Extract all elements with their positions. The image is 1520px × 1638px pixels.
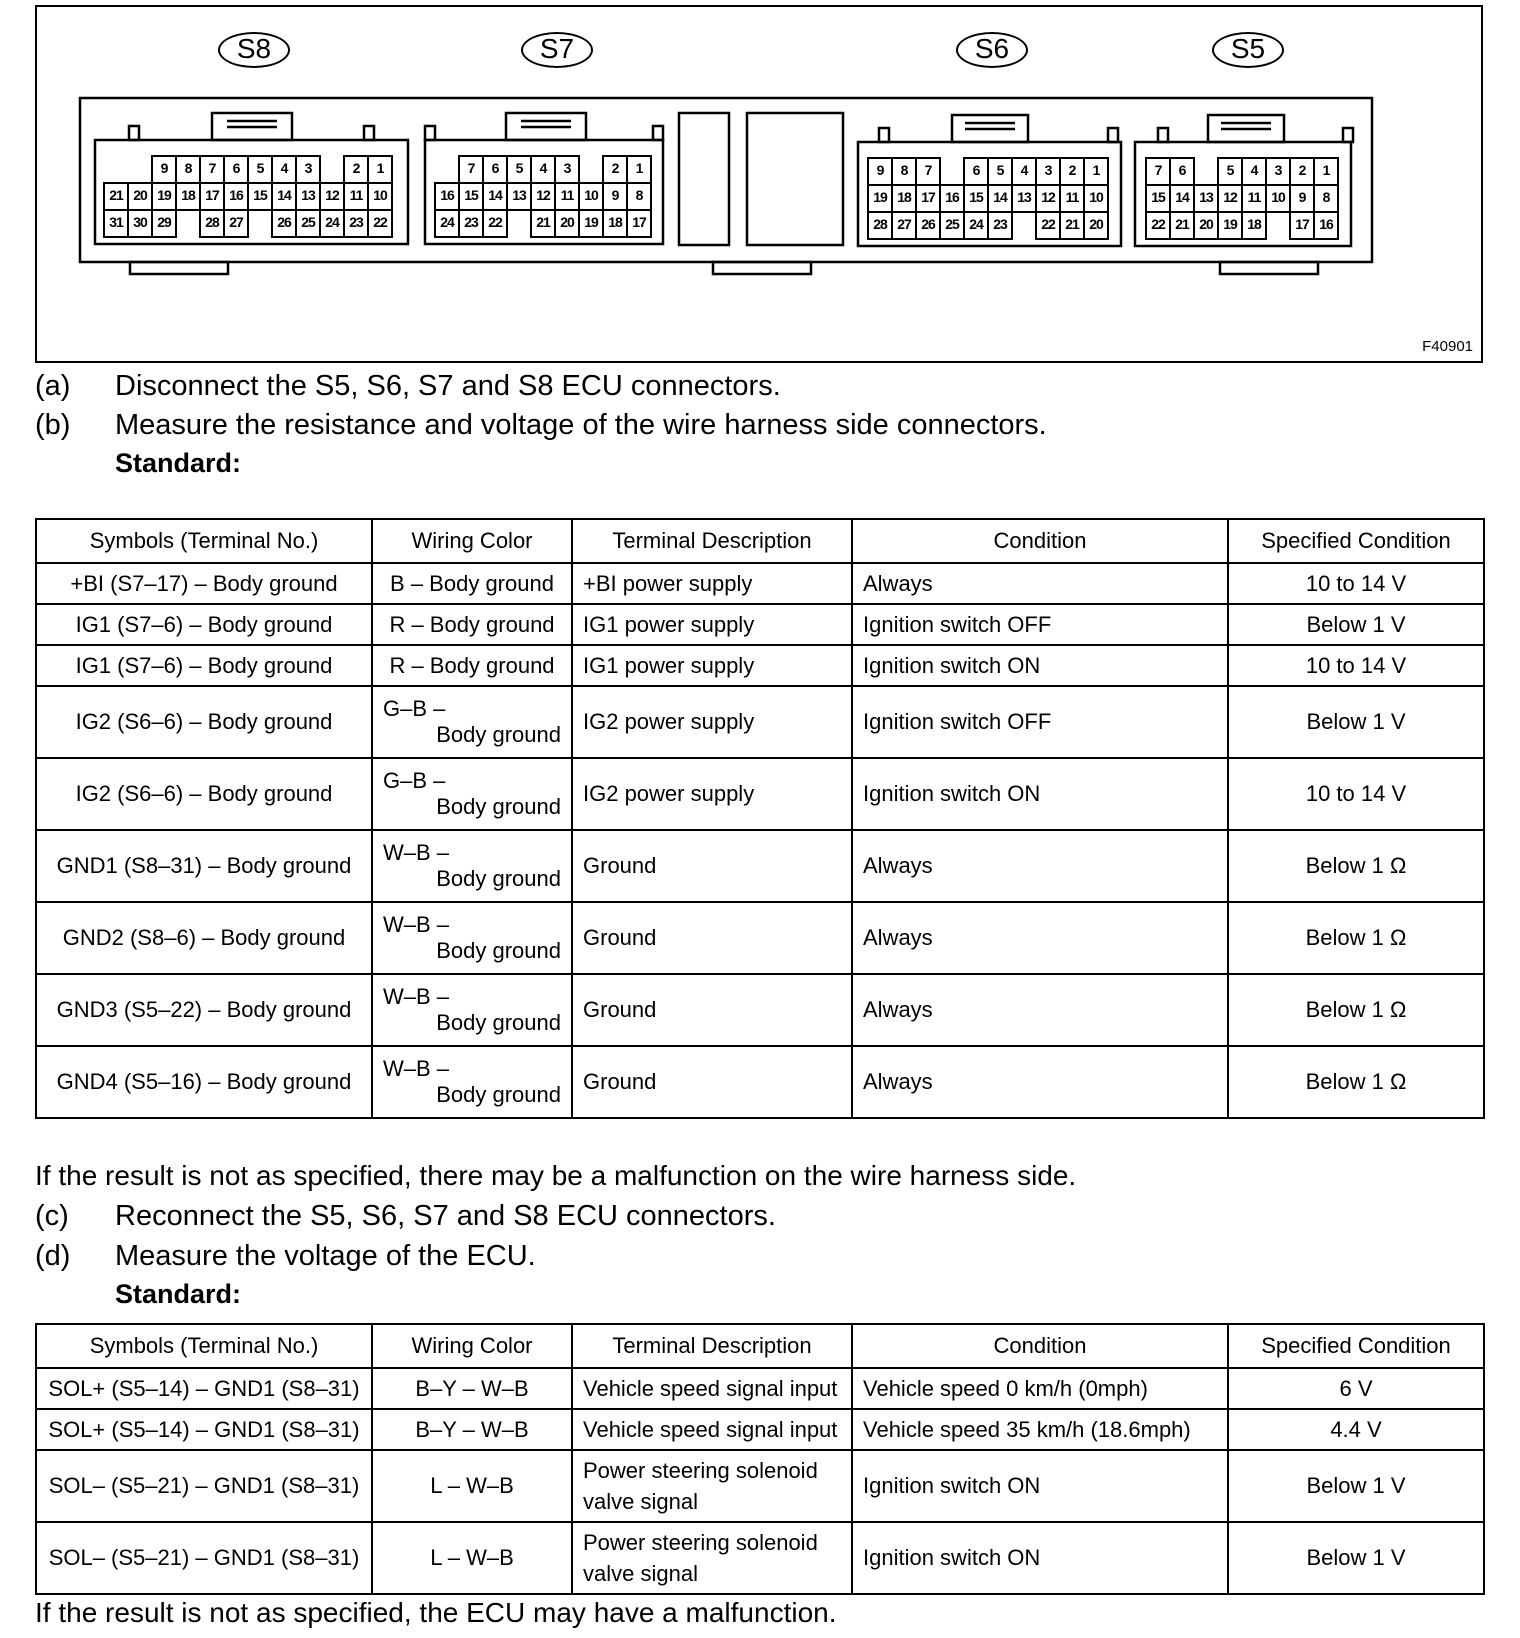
connector-pin: 6 xyxy=(223,155,249,184)
connector-pin: 9 xyxy=(1289,184,1315,213)
terminal-description-cell: Vehicle speed signal input xyxy=(572,1368,852,1409)
step-a-text: Disconnect the S5, S6, S7 and S8 ECU connectors. xyxy=(115,370,781,402)
header-specified-condition: Specified Condition xyxy=(1228,519,1484,563)
connector-pin: 24 xyxy=(963,211,989,240)
step-d xyxy=(35,1239,536,1273)
connector-pin: 16 xyxy=(434,182,460,211)
wiring-color-cell xyxy=(372,830,572,902)
symbol-cell: GND1 (S8–31) – Body ground xyxy=(36,830,372,902)
wiring-color-cell xyxy=(372,686,572,758)
wiring-color-line: W–B – xyxy=(383,984,450,1009)
table-row xyxy=(36,686,1484,758)
connector-pin: 18 xyxy=(175,182,201,211)
header-wiring-color: Wiring Color xyxy=(372,1324,572,1368)
terminal-description-cell: Vehicle speed signal input xyxy=(572,1409,852,1450)
connector-pin: 17 xyxy=(915,184,941,213)
condition-cell: Always xyxy=(852,902,1228,974)
connector-pin: 6 xyxy=(963,157,989,186)
connector-pin: 13 xyxy=(1011,184,1037,213)
connector-pin: 10 xyxy=(367,182,393,211)
connector-pin: 5 xyxy=(1217,157,1243,186)
connector-pin: 11 xyxy=(554,182,580,211)
connector-pin: 25 xyxy=(939,211,965,240)
connector-pin: 2 xyxy=(602,155,628,184)
connector-pin: 22 xyxy=(1035,211,1061,240)
specified-condition-cell: Below 1 Ω xyxy=(1228,1046,1484,1118)
connector-pin: 16 xyxy=(939,184,965,213)
connector-pin: 23 xyxy=(987,211,1013,240)
table-row xyxy=(36,758,1484,830)
wiring-color-line: W–B – xyxy=(383,840,450,865)
header-terminal-description: Terminal Description xyxy=(572,519,852,563)
connector-pin: 15 xyxy=(458,182,484,211)
symbol-cell: SOL– (S5–21) – GND1 (S8–31) xyxy=(36,1450,372,1522)
wiring-color-cell xyxy=(372,974,572,1046)
specified-condition-cell: 10 to 14 V xyxy=(1228,563,1484,604)
symbol-cell: +BI (S7–17) – Body ground xyxy=(36,563,372,604)
wiring-color-line: W–B – xyxy=(383,1056,450,1081)
connector-pin: 15 xyxy=(963,184,989,213)
connector-pin: 18 xyxy=(891,184,917,213)
terminal-description-cell: Power steering solenoid valve signal xyxy=(572,1450,852,1522)
connector-pin: 1 xyxy=(626,155,652,184)
symbol-cell: SOL+ (S5–14) – GND1 (S8–31) xyxy=(36,1368,372,1409)
connector-pin: 3 xyxy=(554,155,580,184)
connector-pin: 13 xyxy=(1193,184,1219,213)
connector-pin: 12 xyxy=(530,182,556,211)
connector-pin: 21 xyxy=(1059,211,1085,240)
connector-pin: 6 xyxy=(482,155,508,184)
connector-pin: 27 xyxy=(891,211,917,240)
table-row xyxy=(36,1046,1484,1118)
connector-pin: 21 xyxy=(1169,211,1195,240)
terminal-description-cell: IG1 power supply xyxy=(572,645,852,686)
connector-pin: 14 xyxy=(271,182,297,211)
connector-pin: 15 xyxy=(247,182,273,211)
connector-pin: 17 xyxy=(199,182,225,211)
wiring-color-cell xyxy=(372,645,572,686)
connector-pin: 10 xyxy=(1083,184,1109,213)
terminal-description-cell: Ground xyxy=(572,830,852,902)
condition-cell: Always xyxy=(852,563,1228,604)
connector-pin: 19 xyxy=(578,209,604,238)
terminal-description-cell: IG2 power supply xyxy=(572,758,852,830)
wiring-color-line: R – Body ground xyxy=(389,611,555,637)
specified-condition-cell: 6 V xyxy=(1228,1368,1484,1409)
connector-pin: 14 xyxy=(482,182,508,211)
connector-pin: 16 xyxy=(1313,211,1339,240)
condition-cell: Always xyxy=(852,830,1228,902)
step-d-label: (d) xyxy=(35,1240,71,1272)
connector-pin: 5 xyxy=(987,157,1013,186)
connector-pin: 17 xyxy=(626,209,652,238)
wiring-color-cell: L – W–B xyxy=(372,1450,572,1522)
connector-pin: 9 xyxy=(867,157,893,186)
connector-pin: 27 xyxy=(223,209,249,238)
wiring-color-line: G–B – xyxy=(383,768,446,793)
connector-pin: 3 xyxy=(295,155,321,184)
connector-label-s5: S5 xyxy=(1212,32,1284,68)
connector-pin: 29 xyxy=(151,209,177,238)
connector-pin: 9 xyxy=(151,155,177,184)
step-b xyxy=(35,408,1047,442)
connector-pin: 10 xyxy=(1265,184,1291,213)
condition-cell: Ignition switch ON xyxy=(852,1522,1228,1594)
header-condition: Condition xyxy=(852,1324,1228,1368)
connector-diagram xyxy=(35,5,1483,363)
connector-pin: 3 xyxy=(1265,157,1291,186)
connector-pin: 26 xyxy=(915,211,941,240)
step-d-text: Measure the voltage of the ECU. xyxy=(115,1240,536,1272)
wiring-color-line: Body ground xyxy=(436,1082,561,1107)
step-c xyxy=(35,1199,776,1233)
specified-condition-cell: Below 1 Ω xyxy=(1228,974,1484,1046)
condition-cell: Always xyxy=(852,974,1228,1046)
connector-pin: 13 xyxy=(506,182,532,211)
table-row xyxy=(36,974,1484,1046)
symbol-cell: GND2 (S8–6) – Body ground xyxy=(36,902,372,974)
symbol-cell: IG1 (S7–6) – Body ground xyxy=(36,604,372,645)
connector-pin: 7 xyxy=(199,155,225,184)
connector-pin: 11 xyxy=(1241,184,1267,213)
connector-pin: 2 xyxy=(343,155,369,184)
terminal-description-cell: Ground xyxy=(572,974,852,1046)
terminal-description-cell: +BI power supply xyxy=(572,563,852,604)
condition-cell: Ignition switch ON xyxy=(852,758,1228,830)
connector-pin: 2 xyxy=(1289,157,1315,186)
wiring-color-line: R – Body ground xyxy=(389,652,555,678)
symbol-cell: GND4 (S5–16) – Body ground xyxy=(36,1046,372,1118)
specified-condition-cell: 4.4 V xyxy=(1228,1409,1484,1450)
connector-pin: 4 xyxy=(1241,157,1267,186)
connector-pin: 8 xyxy=(626,182,652,211)
header-terminal-description: Terminal Description xyxy=(572,1324,852,1368)
specified-condition-cell: Below 1 V xyxy=(1228,686,1484,758)
connector-pin: 5 xyxy=(247,155,273,184)
note-ecu-malfunction: If the result is not as specified, the ECU may have a malfunction. xyxy=(35,1597,837,1628)
connector-pin: 26 xyxy=(271,209,297,238)
wiring-color-cell: L – W–B xyxy=(372,1522,572,1594)
connector-pin: 19 xyxy=(1217,211,1243,240)
wiring-color-cell xyxy=(372,1046,572,1118)
connector-pin: 8 xyxy=(1313,184,1339,213)
wiring-color-cell xyxy=(372,563,572,604)
condition-cell: Ignition switch ON xyxy=(852,645,1228,686)
connector-pin: 23 xyxy=(458,209,484,238)
connector-pin: 20 xyxy=(554,209,580,238)
connector-pin: 16 xyxy=(223,182,249,211)
symbol-cell: GND3 (S5–22) – Body ground xyxy=(36,974,372,1046)
connector-pin: 9 xyxy=(602,182,628,211)
connector-pin: 12 xyxy=(319,182,345,211)
connector-pin: 22 xyxy=(1145,211,1171,240)
connector-pin: 5 xyxy=(506,155,532,184)
terminal-description-cell: Power steering solenoid valve signal xyxy=(572,1522,852,1594)
connector-pin: 11 xyxy=(1059,184,1085,213)
connector-label-s7: S7 xyxy=(521,32,593,68)
specified-condition-cell: Below 1 Ω xyxy=(1228,902,1484,974)
connector-pin: 13 xyxy=(295,182,321,211)
wiring-color-cell xyxy=(372,902,572,974)
header-symbols: Symbols (Terminal No.) xyxy=(36,519,372,563)
terminal-description-cell: Ground xyxy=(572,1046,852,1118)
connector-pin: 22 xyxy=(482,209,508,238)
standard-heading-1: Standard: xyxy=(115,448,242,478)
specified-condition-cell: Below 1 V xyxy=(1228,604,1484,645)
header-wiring-color: Wiring Color xyxy=(372,519,572,563)
condition-cell: Ignition switch OFF xyxy=(852,686,1228,758)
connector-pin: 20 xyxy=(1193,211,1219,240)
specified-condition-cell: 10 to 14 V xyxy=(1228,758,1484,830)
connector-pin: 15 xyxy=(1145,184,1171,213)
ecu-voltage-spec-table xyxy=(35,1323,1485,1595)
connector-pin: 22 xyxy=(367,209,393,238)
specified-condition-cell: 10 to 14 V xyxy=(1228,645,1484,686)
table-row xyxy=(36,1522,1484,1594)
connector-pin: 18 xyxy=(1241,211,1267,240)
wiring-color-cell: B–Y – W–B xyxy=(372,1409,572,1450)
connector-pin: 19 xyxy=(151,182,177,211)
connector-pin: 14 xyxy=(1169,184,1195,213)
step-b-text: Measure the resistance and voltage of the wire harness side connectors. xyxy=(115,409,1047,441)
wiring-color-line: G–B – xyxy=(383,696,446,721)
specified-condition-cell: Below 1 V xyxy=(1228,1450,1484,1522)
condition-cell: Always xyxy=(852,1046,1228,1118)
table-row xyxy=(36,902,1484,974)
header-condition: Condition xyxy=(852,519,1228,563)
figure-id: F40901 xyxy=(1422,338,1473,355)
connector-pin: 23 xyxy=(343,209,369,238)
condition-cell: Ignition switch ON xyxy=(852,1450,1228,1522)
step-a xyxy=(35,369,781,403)
connector-pin: 12 xyxy=(1035,184,1061,213)
condition-cell: Ignition switch OFF xyxy=(852,604,1228,645)
connector-pin: 1 xyxy=(1313,157,1339,186)
connector-pin: 31 xyxy=(103,209,129,238)
connector-label-s8: S8 xyxy=(218,32,290,68)
terminal-description-cell: IG1 power supply xyxy=(572,604,852,645)
table-row xyxy=(36,830,1484,902)
connector-pin: 28 xyxy=(867,211,893,240)
wiring-color-line: Body ground xyxy=(436,794,561,819)
connector-pin: 25 xyxy=(295,209,321,238)
connector-pin: 11 xyxy=(343,182,369,211)
wiring-color-line: Body ground xyxy=(436,938,561,963)
step-c-text: Reconnect the S5, S6, S7 and S8 ECU connectors. xyxy=(115,1200,776,1232)
connector-pin: 20 xyxy=(127,182,153,211)
table-row xyxy=(36,563,1484,604)
note-harness-malfunction: If the result is not as specified, there may be a malfunction on the wire harness side. xyxy=(35,1160,1077,1191)
table-header-row xyxy=(36,1324,1484,1368)
connector-pin: 20 xyxy=(1083,211,1109,240)
connector-pin: 18 xyxy=(602,209,628,238)
step-a-label: (a) xyxy=(35,370,71,402)
wiring-color-line: Body ground xyxy=(436,722,561,747)
connector-pin: 12 xyxy=(1217,184,1243,213)
connector-pin: 7 xyxy=(458,155,484,184)
terminal-description-cell: IG2 power supply xyxy=(572,686,852,758)
wiring-color-line: Body ground xyxy=(436,866,561,891)
table-header-row xyxy=(36,519,1484,563)
condition-cell: Vehicle speed 35 km/h (18.6mph) xyxy=(852,1409,1228,1450)
connector-pin: 10 xyxy=(578,182,604,211)
table-row xyxy=(36,645,1484,686)
symbol-cell: SOL– (S5–21) – GND1 (S8–31) xyxy=(36,1522,372,1594)
connector-pin: 8 xyxy=(175,155,201,184)
table-row xyxy=(36,604,1484,645)
wiring-color-line: B – Body ground xyxy=(390,570,554,596)
step-c-label: (c) xyxy=(35,1200,69,1232)
symbol-cell: IG2 (S6–6) – Body ground xyxy=(36,758,372,830)
symbol-cell: IG1 (S7–6) – Body ground xyxy=(36,645,372,686)
connector-pin: 8 xyxy=(891,157,917,186)
table-row xyxy=(36,1368,1484,1409)
header-symbols: Symbols (Terminal No.) xyxy=(36,1324,372,1368)
connector-pin: 7 xyxy=(915,157,941,186)
connector-pin: 19 xyxy=(867,184,893,213)
connector-pin: 3 xyxy=(1035,157,1061,186)
wiring-color-cell xyxy=(372,758,572,830)
wiring-color-cell xyxy=(372,604,572,645)
wiring-color-cell: B–Y – W–B xyxy=(372,1368,572,1409)
step-b-label: (b) xyxy=(35,409,71,441)
connector-pin: 21 xyxy=(103,182,129,211)
connector-label-s6: S6 xyxy=(956,32,1028,68)
connector-pin: 4 xyxy=(1011,157,1037,186)
connector-pin: 24 xyxy=(434,209,460,238)
wiring-color-line: W–B – xyxy=(383,912,450,937)
connector-pin: 7 xyxy=(1145,157,1171,186)
table-row xyxy=(36,1450,1484,1522)
connector-pin: 21 xyxy=(530,209,556,238)
connector-pin: 1 xyxy=(1083,157,1109,186)
connector-pin: 4 xyxy=(271,155,297,184)
specified-condition-cell: Below 1 Ω xyxy=(1228,830,1484,902)
connector-pin: 4 xyxy=(530,155,556,184)
symbol-cell: IG2 (S6–6) – Body ground xyxy=(36,686,372,758)
harness-side-spec-table xyxy=(35,518,1485,1119)
symbol-cell: SOL+ (S5–14) – GND1 (S8–31) xyxy=(36,1409,372,1450)
specified-condition-cell: Below 1 V xyxy=(1228,1522,1484,1594)
connector-pin: 24 xyxy=(319,209,345,238)
table-row xyxy=(36,1409,1484,1450)
terminal-description-cell: Ground xyxy=(572,902,852,974)
connector-pin: 6 xyxy=(1169,157,1195,186)
connector-pin: 28 xyxy=(199,209,225,238)
connector-pin: 14 xyxy=(987,184,1013,213)
wiring-color-line: Body ground xyxy=(436,1010,561,1035)
connector-pin: 1 xyxy=(367,155,393,184)
connector-pin: 2 xyxy=(1059,157,1085,186)
header-specified-condition: Specified Condition xyxy=(1228,1324,1484,1368)
connector-pin: 17 xyxy=(1289,211,1315,240)
connector-pin: 30 xyxy=(127,209,153,238)
condition-cell: Vehicle speed 0 km/h (0mph) xyxy=(852,1368,1228,1409)
standard-heading-2: Standard: xyxy=(115,1279,242,1309)
